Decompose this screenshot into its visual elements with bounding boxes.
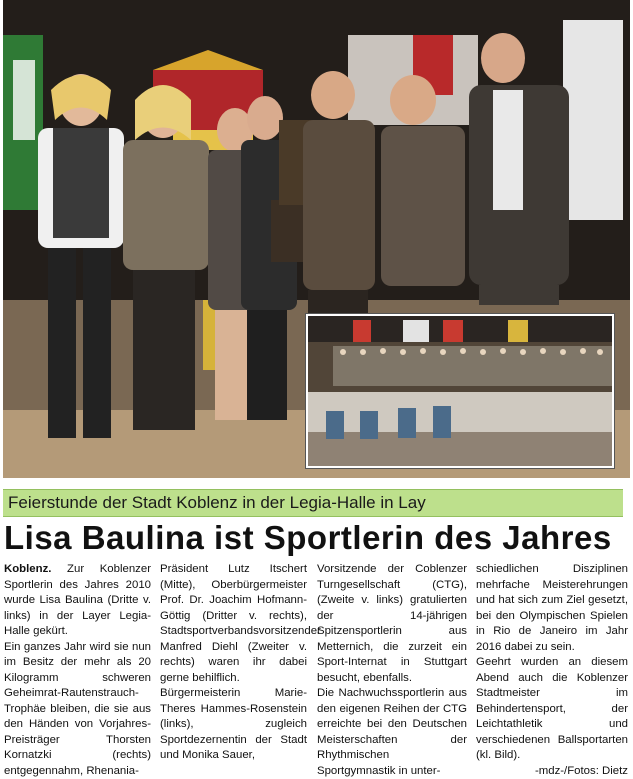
paragraph: schiedlichen Disziplinen mehrfache Meisterehrungen und hat sich zum Ziel gesetzt, bei den Olympischen Spielen in Rio de Janeiro im Jahr 2016 dabei zu sein.	[476, 562, 628, 655]
band-text: Feierstunde der Stadt Koblenz in der Legia-Halle in Lay	[8, 493, 426, 513]
paragraph: Die Nachwuchssportlerin aus den eigenen Reihen der CTG erreichte bei den Deutschen Meisterschaften der Rhythmischen Sportgymnastik in unter-	[317, 686, 467, 779]
article-column-2	[160, 562, 307, 764]
article-column-1	[4, 562, 151, 779]
inset-photo	[306, 314, 614, 468]
paragraph: Präsident Lutz Itschert (Mitte), Oberbürgermeister Prof. Dr. Joachim Hofmann-Göttig (Dritter v. rechts), Stadtsportverbandsvorsitzender Manfred Diehl (Zweiter v. rechts) waren ihr dabei gerne behilflich.	[160, 562, 307, 686]
photo-credit: -mdz-/Fotos: Dietz	[476, 764, 628, 779]
paragraph: Bürgermeisterin Marie-Theres Hammes-Rosenstein (links), zugleich Sportdezernentin der Stadt und Monika Sauer,	[160, 686, 307, 764]
paragraph: Ein ganzes Jahr wird sie nun im Besitz der mehr als 20 Kilogramm schweren Geheimrat-Rautenstrauch-Trophäe bleiben, die sie aus den Händen von Vorjahres-Preisträger Thorsten Kornatzki (rechts) entgegennahm, Rhenania-	[4, 640, 151, 779]
article-column-4	[476, 562, 628, 779]
paragraph: Vorsitzende der Coblenzer Turngesellschaft (CTG), (Zweite v. links) gratulierten der 14-jährigen Spitzensportlerin aus Metternich, die zurzeit ein Sport-Internat in Stuttgart besucht, ebenfalls.	[317, 562, 467, 686]
main-photo	[3, 0, 630, 478]
article-column-3	[317, 562, 467, 779]
section-band	[3, 489, 623, 517]
paragraph: Koblenz. Zur Koblenzer Sportlerin des Jahres 2010 wurde Lisa Baulina (Dritte v. links) in der Layer Legia-Halle gekürt.	[4, 562, 151, 640]
paragraph: Geehrt wurden an diesem Abend auch die Koblenzer Stadtmeister im Behindertensport, der Leichtathletik und verschiedenen Ballsportarten (kl. Bild).	[476, 655, 628, 764]
group-photo	[308, 316, 612, 466]
dateline: Koblenz.	[4, 563, 51, 575]
headline: Lisa Baulina ist Sportlerin des Jahres	[4, 516, 629, 560]
